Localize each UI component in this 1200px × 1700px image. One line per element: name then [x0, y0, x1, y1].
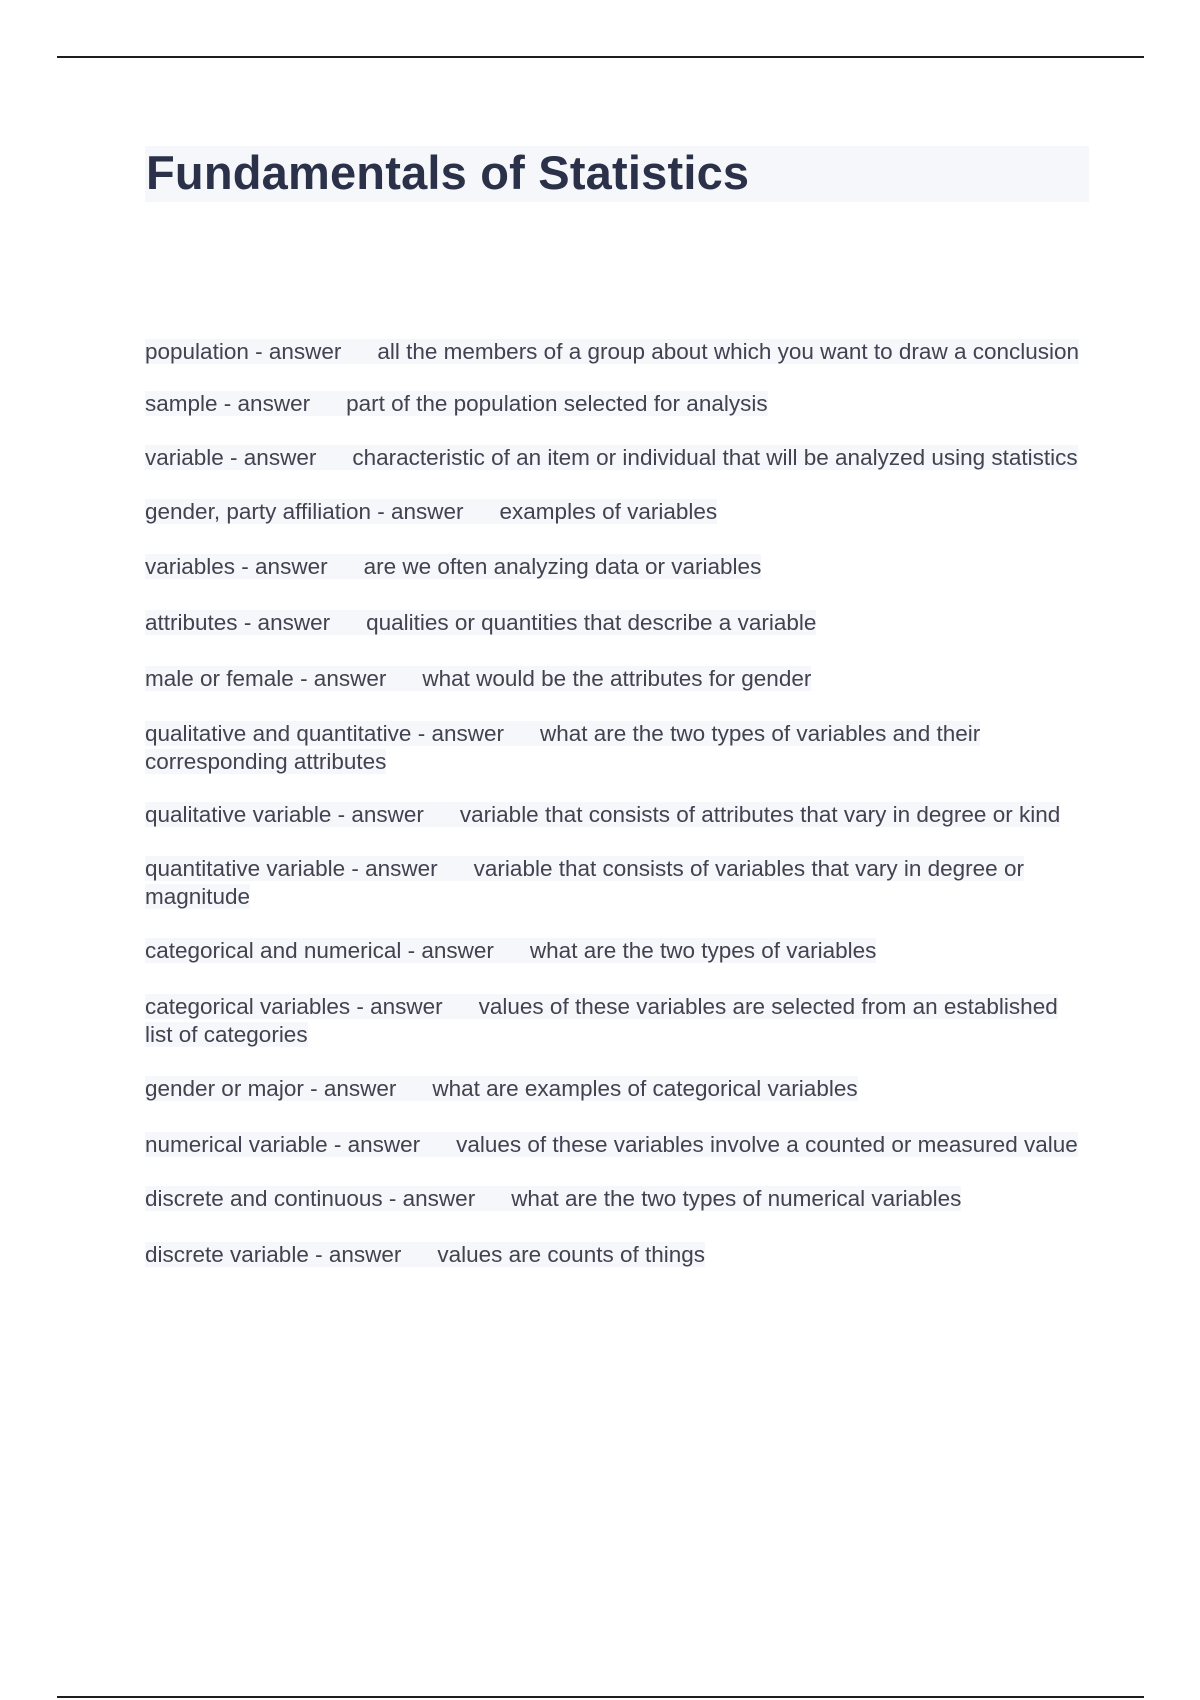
- qa-definition: values of these variables involve a counted or measured value: [456, 1132, 1078, 1157]
- qa-definition: are we often analyzing data or variables: [363, 554, 762, 579]
- qa-definition: what are examples of categorical variables: [432, 1076, 858, 1101]
- qa-item: [145, 1131, 1090, 1159]
- qa-term: gender, party affiliation: [145, 499, 371, 524]
- qa-separator: - answer: [411, 721, 540, 746]
- qa-separator: - answer: [218, 391, 347, 416]
- qa-item: [145, 498, 1090, 526]
- page-title: Fundamentals of Statistics: [146, 146, 750, 199]
- qa-list: [145, 338, 1090, 1269]
- qa-term: qualitative variable: [145, 802, 332, 827]
- qa-item: [145, 665, 1090, 693]
- qa-separator: - answer: [309, 1242, 438, 1267]
- qa-definition: part of the population selected for analysis: [346, 391, 768, 416]
- qa-separator: - answer: [224, 445, 353, 470]
- qa-separator: - answer: [401, 938, 530, 963]
- qa-term: male or female: [145, 666, 294, 691]
- qa-separator: - answer: [371, 499, 500, 524]
- qa-term: qualitative and quantitative: [145, 721, 412, 746]
- qa-term: categorical variables: [145, 994, 351, 1019]
- qa-definition: what would be the attributes for gender: [422, 666, 812, 691]
- qa-separator: - answer: [350, 994, 479, 1019]
- qa-definition: what are the two types of variables and their corresponding attributes: [145, 721, 981, 774]
- qa-definition: values of these variables are selected from an established list of categories: [145, 994, 1058, 1047]
- qa-term: attributes: [145, 610, 238, 635]
- qa-definition: characteristic of an item or individual that will be analyzed using statistics: [352, 445, 1078, 470]
- qa-separator: - answer: [383, 1186, 512, 1211]
- qa-term: variables: [145, 554, 236, 579]
- qa-definition: all the members of a group about which you want to draw a conclusion: [377, 339, 1080, 364]
- bottom-rule: [57, 1696, 1144, 1698]
- qa-term: population: [145, 339, 249, 364]
- qa-item: [145, 801, 1090, 829]
- qa-definition: qualities or quantities that describe a variable: [366, 610, 817, 635]
- qa-item: [145, 609, 1090, 637]
- qa-item: [145, 444, 1090, 472]
- qa-separator: - answer: [345, 856, 474, 881]
- qa-definition: values are counts of things: [437, 1242, 706, 1267]
- qa-separator: - answer: [235, 554, 364, 579]
- qa-separator: - answer: [331, 802, 460, 827]
- qa-item: [145, 937, 1090, 965]
- qa-definition: what are the two types of numerical variables: [511, 1186, 962, 1211]
- qa-separator: - answer: [294, 666, 423, 691]
- qa-item: [145, 390, 1090, 418]
- qa-item: [145, 1185, 1090, 1213]
- qa-term: categorical and numerical: [145, 938, 402, 963]
- qa-item: [145, 1241, 1090, 1269]
- qa-item: [145, 338, 1090, 366]
- qa-item: [145, 993, 1090, 1049]
- qa-item: [145, 720, 1090, 776]
- qa-definition: variable that consists of attributes that vary in degree or kind: [459, 802, 1061, 827]
- qa-separator: - answer: [238, 610, 367, 635]
- qa-item: [145, 1075, 1090, 1103]
- qa-separator: - answer: [249, 339, 378, 364]
- top-rule: [57, 56, 1144, 58]
- qa-item: [145, 553, 1090, 581]
- qa-term: gender or major: [145, 1076, 304, 1101]
- qa-item: [145, 855, 1090, 911]
- qa-definition: variable that consists of variables that vary in degree or magnitude: [145, 856, 1024, 909]
- qa-term: quantitative variable: [145, 856, 346, 881]
- qa-separator: - answer: [328, 1132, 457, 1157]
- qa-separator: - answer: [304, 1076, 433, 1101]
- qa-term: sample: [145, 391, 218, 416]
- qa-term: discrete variable: [145, 1242, 309, 1267]
- qa-term: discrete and continuous: [145, 1186, 383, 1211]
- qa-definition: what are the two types of variables: [529, 938, 877, 963]
- qa-term: numerical variable: [145, 1132, 328, 1157]
- qa-definition: examples of variables: [499, 499, 718, 524]
- qa-term: variable: [145, 445, 224, 470]
